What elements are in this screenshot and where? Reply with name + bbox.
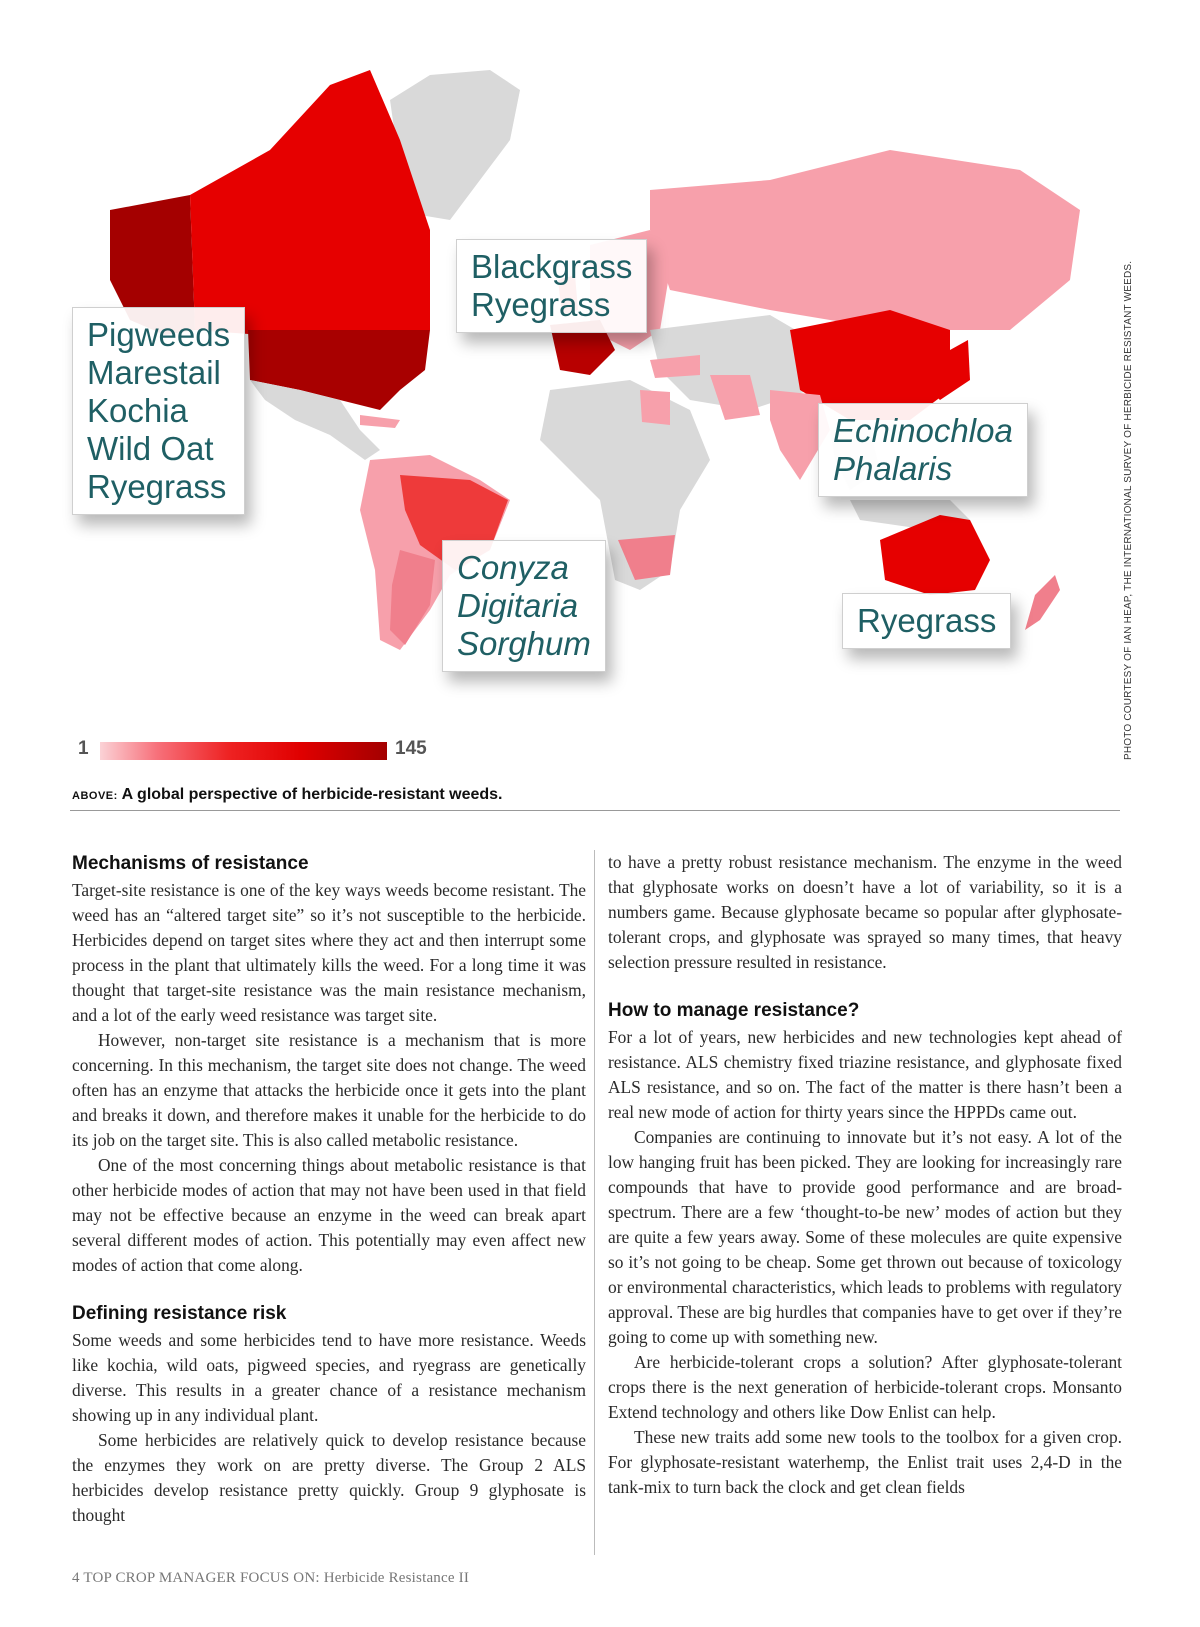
legend-min: 1 <box>78 738 89 759</box>
label-na-3: Kochia <box>87 392 188 429</box>
caption-lead: ABOVE: <box>72 790 118 802</box>
label-sa-2: Digitaria <box>457 587 579 624</box>
figure-caption <box>72 786 503 804</box>
label-au-1: Ryegrass <box>857 602 997 639</box>
label-sa-3: Sorghum <box>457 625 591 662</box>
paragraph: Target-site resistance is one of the key ways weeds become resistant. The weed has an “altered target site” so it’s not susceptible to the herbicide. Herbicides depend on target sites where they act and then interrupt some process in the plant that ultimately kills the weed. For a long time it was thought that target-site resistance was the main resistance mechanism, and a lot of the early weed resistance was target site. <box>72 880 586 1025</box>
paragraph: Are herbicide-tolerant crops a solution? After glyphosate-tolerant crops there is the next generation of herbicide-tolerant crops. Monsanto Extend technology and others like Dow Enlist can help. <box>608 1352 1122 1422</box>
page-footer: 4 TOP CROP MANAGER FOCUS ON: Herbicide Resistance II <box>72 1570 470 1586</box>
label-na-4: Wild Oat <box>87 430 214 467</box>
paragraph: However, non-target site resistance is a mechanism that is more concerning. In this mechanism, the target site does not change. The weed often has an enzyme that attacks the herbicide once it gets into the plant and breaks it down, and therefore makes it unable for the herbicide to do its job on the target site. This is also called metabolic resistance. <box>72 1030 586 1150</box>
photo-credit-text: PHOTO COURTESY OF IAN HEAP, THE INTERNATIONAL SURVEY OF HERBICIDE RESISTANT WEEDS. <box>1123 260 1134 760</box>
paragraph: Companies are continuing to innovate but it’s not easy. A lot of the low hanging fruit has been picked. They are looking for increasingly rare compounds that have to provide good performance and are broad-spectrum. There are a few ‘thought-to-be new’ modes of action but they are quite a few years away. Some of these molecules are quite expensive so it’s not going to be cheap. Some get thrown out because of toxicology or environmental characteristics, which leads to problems with regulatory approval. These are big hurdles that companies have to get over if they’re going to come up with something new. <box>608 1127 1122 1347</box>
paragraph: Some weeds and some herbicides tend to have more resistance. Weeds like kochia, wild oats, pigweed species, and ryegrass are genetically diverse. This results in a greater chance of a resistance mechanism showing up in any individual plant. <box>72 1330 586 1425</box>
label-north-america <box>72 307 245 515</box>
caption-text: A global perspective of herbicide-resistant weeds. <box>121 786 503 803</box>
label-na-2: Marestail <box>87 354 221 391</box>
paragraph: For a lot of years, new herbicides and new technologies kept ahead of resistance. ALS chemistry fixed triazine resistance, and glyphosate fixed ALS resistance, and so on. The fact of the matter is there hasn’t been a real new mode of action for thirty years since the HPPDs came out. <box>608 1027 1122 1122</box>
label-asia <box>818 403 1028 497</box>
label-asia-2: Phalaris <box>833 450 953 487</box>
paragraph: One of the most concerning things about metabolic resistance is that other herbicide modes of action that may not have been used in that field may not be effective because an enzyme in the weed can break apart several different modes of action. This potentially may even affect new modes of action that come along. <box>72 1155 586 1275</box>
region-australia <box>880 515 990 595</box>
label-eu-2: Ryegrass <box>471 286 611 323</box>
region-new-zealand <box>1025 575 1060 630</box>
label-sa-1: Conyza <box>457 549 569 586</box>
article-column-right <box>608 850 1122 1500</box>
paragraph: These new traits add some new tools to the toolbox for a given crop. For glyphosate-resistant waterhemp, the Enlist trait uses 2,4-D in the tank-mix to turn back the clock and get clean fields <box>608 1427 1122 1497</box>
label-asia-1: Echinochloa <box>833 412 1013 449</box>
region-russia <box>650 150 1080 330</box>
heading-manage-resistance: How to manage resistance? <box>608 1000 860 1021</box>
region-caribbean <box>360 415 400 428</box>
column-divider <box>594 850 595 1555</box>
label-na-1: Pigweeds <box>87 316 231 353</box>
heading-mechanisms: Mechanisms of resistance <box>72 853 309 874</box>
region-argentina <box>390 550 435 645</box>
world-map-figure <box>70 30 1120 730</box>
label-australia <box>842 593 1011 649</box>
legend-color-scale <box>100 742 387 760</box>
caption-rule <box>70 810 1120 811</box>
legend-max: 145 <box>395 738 427 759</box>
paragraph: Some herbicides are relatively quick to develop resistance because the enzymes they work on are pretty diverse. The Group 2 ALS herbicides develop resistance pretty quickly. Group 9 glyphosate is thought <box>72 1430 586 1525</box>
label-south-america <box>442 540 606 672</box>
region-egypt <box>640 390 670 425</box>
photo-credit <box>1123 260 1139 760</box>
paragraph: to have a pretty robust resistance mechanism. The enzyme in the weed that glyphosate works on doesn’t have a lot of variability, so it is a numbers game. Because glyphosate became so popular after glyphosate-tolerant crops, and glyphosate was sprayed so many times, that heavy selection pressure resulted in resistance. <box>608 852 1122 972</box>
label-eu-1: Blackgrass <box>471 248 633 285</box>
heading-resistance-risk: Defining resistance risk <box>72 1303 287 1324</box>
label-europe <box>456 239 647 333</box>
article-column-left <box>72 850 586 1528</box>
label-na-5: Ryegrass <box>87 468 227 505</box>
